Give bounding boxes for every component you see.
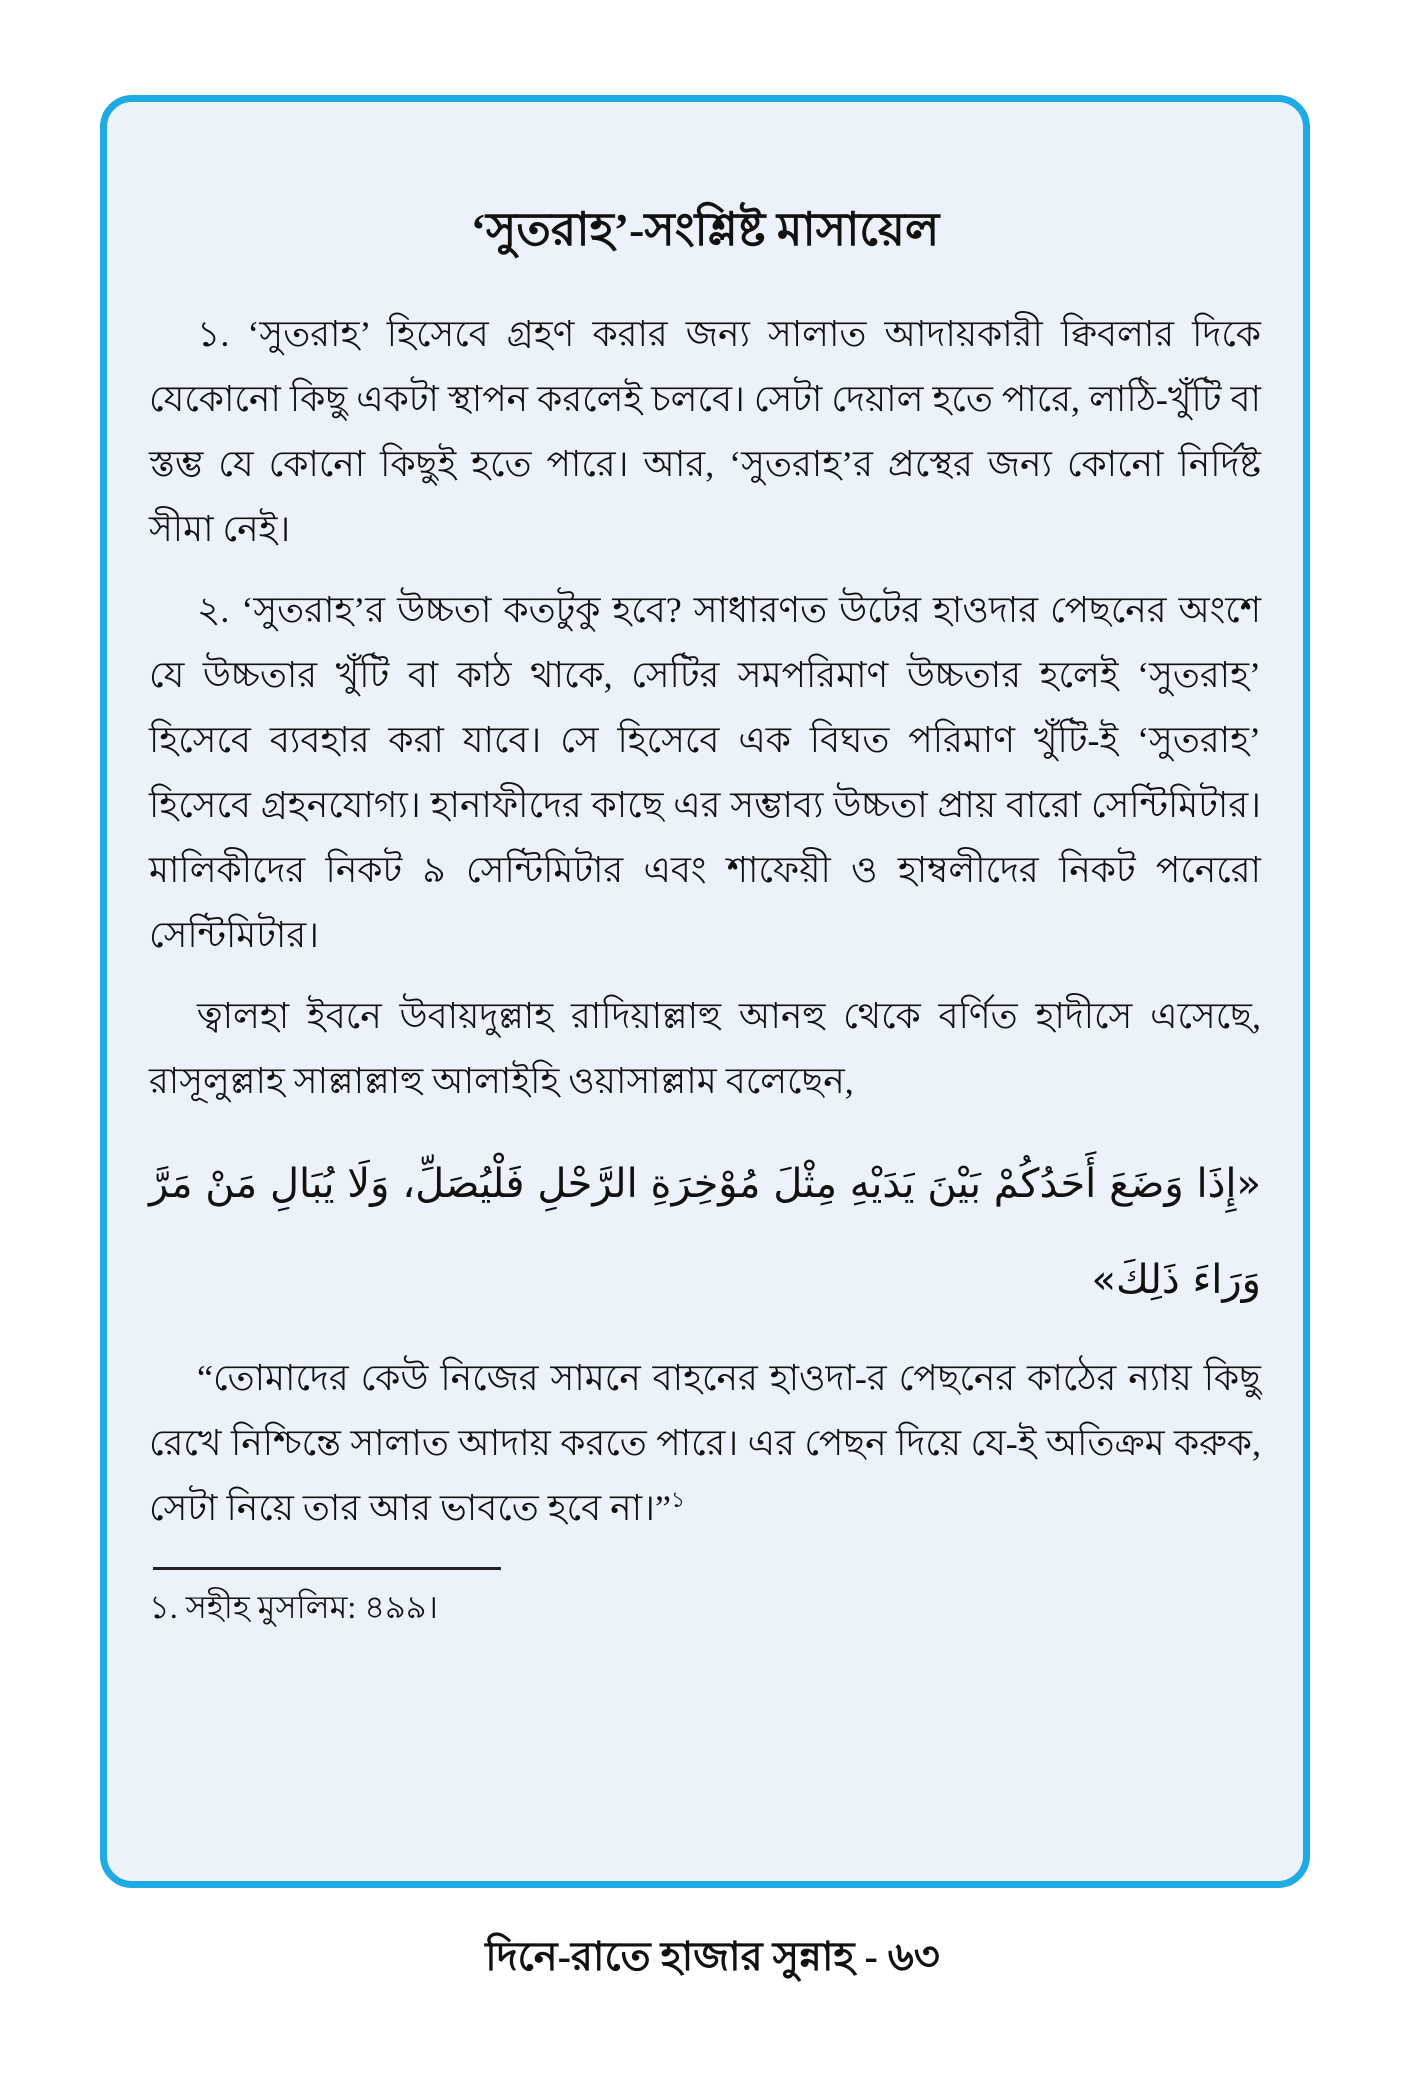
footnote-reference-mark: ১ — [670, 1487, 686, 1512]
arabic-hadith-quote: «إِذَا وَضَعَ أَحَدُكُمْ بَيْنَ يَدَيْهِ مِثْلَ مُوْخِرَةِ الرَّحْلِ فَلْيُصَلِّ، وَلَا يُبَالِ مَنْ مَرَّ وَرَاءَ ذَلِكَ» — [149, 1161, 1261, 1303]
paragraph-translation — [149, 1346, 1261, 1541]
footnote-divider — [153, 1567, 501, 1570]
content-box — [100, 95, 1310, 1888]
paragraph-narration-intro: ত্বালহা ইবনে উবায়দুল্লাহ রাদিয়াল্লাহু আনহু থেকে বর্ণিত হাদীসে এসেছে, রাসূলুল্লাহ সাল্লাল্লাহু আলাইহি ওয়াসাল্লাম বলেছেন, — [149, 996, 1261, 1101]
page-footer: দিনে-রাতে হাজার সুন্নাহ - ৬৩ — [485, 1934, 940, 1979]
page-title: ‘সুতরাহ’-সংশ্লিষ্ট মাসায়েল — [470, 204, 940, 255]
translation-text: “তোমাদের কেউ নিজের সামনে বাহনের হাওদা-র পেছনের কাঠের ন্যায় কিছু রেখে নিশ্চিন্তে সালাত আদায় করতে পারে। এর পেছন দিয়ে যে-ই অতিক্রম করুক, সেটা নিয়ে তার আর ভাবতে হবে না।” — [149, 1358, 1261, 1528]
paragraph-sutrah-point-1: ১. ‘সুতরাহ’ হিসেবে গ্রহণ করার জন্য সালাত আদায়কারী ক্বিবলার দিকে যেকোনো কিছু একটা স্থাপন করলেই চলবে। সেটা দেয়াল হতে পারে, লাঠি-খুঁটি বা স্তম্ভ যে কোনো কিছুই হতে পারে। আর, ‘সুতরাহ’র প্রস্থের জন্য কোনো নির্দিষ্ট সীমা নেই। — [149, 314, 1261, 549]
footnote-citation: ১. সহীহ মুসলিম: ৪৯৯। — [149, 1589, 438, 1625]
paragraph-sutrah-point-2: ২. ‘সুতরাহ’র উচ্চতা কতটুকু হবে? সাধারণত উটের হাওদার পেছনের অংশে যে উচ্চতার খুঁটি বা কাঠ থাকে, সেটির সমপরিমাণ উচ্চতার হলেই ‘সুতরাহ’ হিসেবে ব্যবহার করা যাবে। সে হিসেবে এক বিঘত পরিমাণ খুঁটি-ই ‘সুতরাহ’ হিসেবে গ্রহনযোগ্য। হানাফীদের কাছে এর সম্ভাব্য উচ্চতা প্রায় বারো সেন্টিমিটার। মালিকীদের নিকট ৯ সেন্টিমিটার এবং শাফেয়ী ও হাম্বলীদের নিকট পনেরো সেন্টিমিটার। — [149, 590, 1261, 955]
